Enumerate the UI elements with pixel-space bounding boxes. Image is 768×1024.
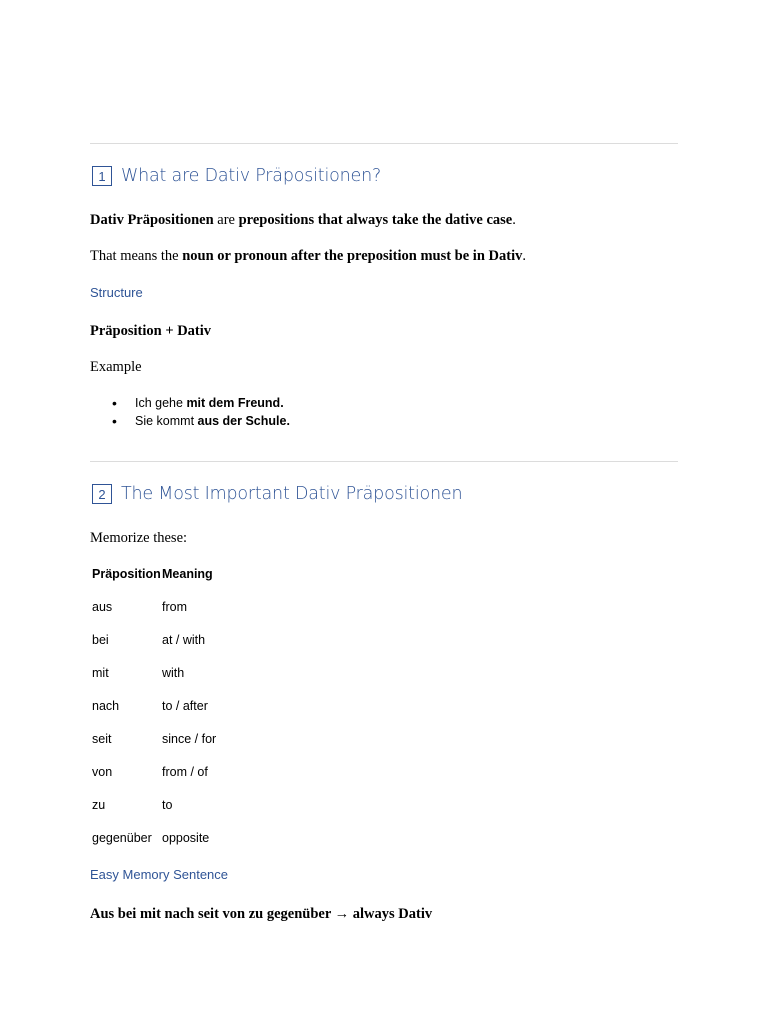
section-1-heading — [92, 166, 381, 186]
list-item — [112, 394, 290, 412]
table-row — [92, 732, 282, 765]
column-header: Präposition — [92, 567, 161, 581]
table-cell: von — [92, 765, 113, 779]
table-row — [92, 633, 282, 666]
divider-middle — [90, 461, 678, 462]
list-item — [112, 412, 290, 430]
example-text: Sie kommt — [135, 414, 198, 428]
table-cell: opposite — [162, 831, 210, 845]
table-cell: mit — [92, 666, 109, 680]
table-cell: aus — [92, 600, 113, 614]
table-cell: gegenüber — [92, 831, 152, 845]
table-cell: with — [162, 666, 185, 680]
example-label: Example — [90, 359, 142, 375]
structure-formula — [90, 322, 211, 340]
definition-paragraph — [90, 211, 516, 229]
example-text: Ich gehe — [135, 396, 187, 410]
table-row — [92, 699, 282, 732]
section-title: The Most Important Dativ Präpositionen — [121, 484, 463, 504]
table-row — [92, 666, 282, 699]
divider-top — [90, 143, 678, 144]
intro-paragraph: Memorize these: — [90, 530, 188, 546]
emphasis: noun or pronoun after the preposition must be in Dativ — [182, 248, 523, 264]
example-list — [112, 394, 290, 430]
section-2-heading — [92, 484, 462, 504]
section-number-badge: 1 — [92, 166, 112, 186]
text: are — [213, 212, 239, 228]
definition: prepositions that always take the dative case — [238, 212, 513, 228]
table-cell: bei — [92, 633, 109, 647]
text: . — [522, 248, 526, 264]
table-row — [92, 831, 282, 864]
example-emphasis: aus der Schule. — [197, 414, 290, 428]
structure-heading: Structure — [90, 285, 143, 300]
table-cell: since / for — [162, 732, 217, 746]
text: . — [512, 212, 516, 228]
table-row — [92, 765, 282, 798]
memory-sentence — [90, 905, 432, 923]
table-cell: nach — [92, 699, 120, 713]
table-cell: from / of — [162, 765, 208, 779]
section-title: What are Dativ Präpositionen? — [121, 166, 382, 186]
table-cell: zu — [92, 798, 106, 812]
prepositions-table — [92, 567, 282, 864]
table-row — [92, 600, 282, 633]
table-cell: at / with — [162, 633, 206, 647]
table-cell: to / after — [162, 699, 208, 713]
table-header-row — [92, 567, 282, 600]
example-emphasis: mit dem Freund. — [186, 396, 284, 410]
table-cell: to — [162, 798, 173, 812]
column-header: Meaning — [162, 567, 213, 581]
table-row — [92, 798, 282, 831]
term: Dativ Präpositionen — [90, 212, 214, 228]
memory-sentence-text: Aus bei mit nach seit von zu gegenüber → always Dativ — [90, 906, 433, 922]
explanation-paragraph — [90, 247, 526, 265]
table-cell: from — [162, 600, 187, 614]
memory-heading: Easy Memory Sentence — [90, 867, 229, 882]
table-cell: seit — [92, 732, 112, 746]
text: That means the — [90, 248, 183, 264]
formula-text: Präposition + Dativ — [90, 323, 212, 339]
section-number-badge: 2 — [92, 484, 112, 504]
